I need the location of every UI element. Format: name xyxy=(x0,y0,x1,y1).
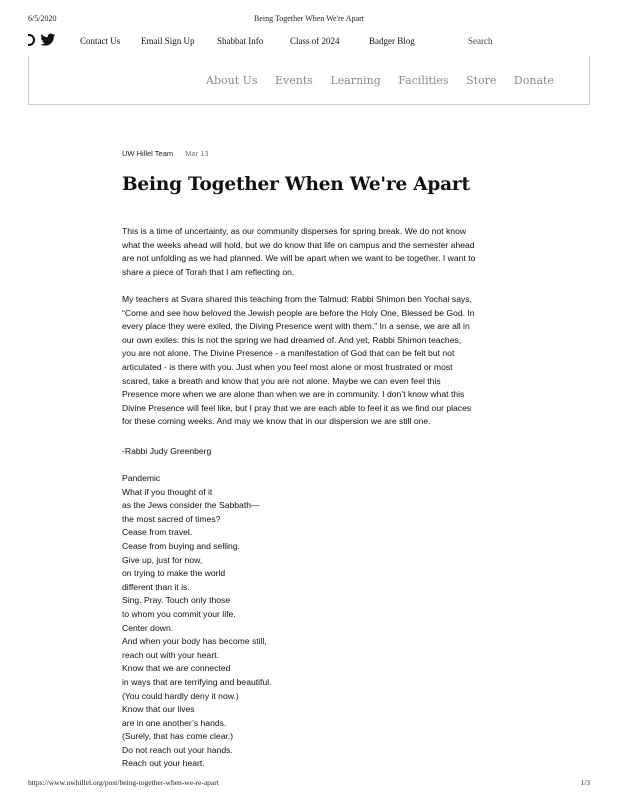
print-date: 6/5/2020 xyxy=(28,14,57,23)
nav-contact-us[interactable]: Contact Us xyxy=(80,36,121,46)
main-nav-events[interactable]: Events xyxy=(275,74,313,87)
text-line: our own exiles: this is not the spring we had dreamed of. And yet, Rabbi Shimon teaches, xyxy=(122,334,462,345)
text-line: “Come and see how beloved the Jewish people are before the Holy One, Blessed be God. In xyxy=(122,307,475,318)
print-header xyxy=(28,14,590,26)
text-line: Presence more when we are alone than when we are in community. I don’t know what this xyxy=(122,389,465,400)
post-signature: -Rabbi Judy Greenberg xyxy=(122,446,212,456)
text-line: for these coming weeks. And may we know that in our dispersion we are still one. xyxy=(122,416,431,427)
text-line: My teachers at Svara shared this teaching from the Talmud: Rabbi Shimon ben Yochai says, xyxy=(122,294,472,304)
print-footer xyxy=(28,778,590,788)
main-nav-learning[interactable]: Learning xyxy=(330,74,381,87)
text-line: This is a time of uncertainty, as our community disperses for spring break. We do not know xyxy=(122,226,467,236)
poem-line: Cease from travel. xyxy=(122,527,193,538)
poem-line: are in one another’s hands. xyxy=(122,717,227,728)
poem-line: Sing. Pray. Touch only those xyxy=(122,595,231,606)
text-line: articulated - is there with you. Just when you feel most alone or most frustrated or most xyxy=(122,361,453,372)
print-page-number: 1/3 xyxy=(580,778,590,787)
poem-line: (Surely, that has come clear.) xyxy=(122,731,234,742)
poem-line: Do not reach out your hands. xyxy=(122,744,233,755)
top-utility-bar xyxy=(28,32,590,52)
text-line: you are not alone. The Divine Presence - a manifestation of God that can be felt but not xyxy=(122,348,455,359)
twitter-icon[interactable] xyxy=(40,33,56,47)
poem-title: Pandemic xyxy=(122,473,161,483)
text-line: share a piece of Torah that I am reflecting on. xyxy=(122,266,295,277)
nav-shabbat-info[interactable]: Shabbat Info xyxy=(217,36,264,46)
text-line: scared, take a breath and know that you are not alone. Maybe we can even feel this xyxy=(122,375,441,386)
main-nav-about-us[interactable]: About Us xyxy=(206,74,258,87)
nav-badger-blog[interactable]: Badger Blog xyxy=(369,36,415,46)
poem-line: Cease from buying and selling. xyxy=(122,540,240,551)
poem-line: And when your body has become still, xyxy=(122,636,267,647)
search-input[interactable]: Search xyxy=(468,36,493,46)
poem-line: Know that our lives xyxy=(122,704,195,715)
post-paragraph-1 xyxy=(122,225,510,279)
poem-line: Center down. xyxy=(122,622,174,633)
nav-email-sign-up[interactable]: Email Sign Up xyxy=(141,36,195,46)
poem-line: the most sacred of times? xyxy=(122,513,221,524)
poem-line: as the Jews consider the Sabbath— xyxy=(122,500,260,511)
post-meta xyxy=(122,149,209,158)
main-nav-facilities[interactable]: Facilities xyxy=(398,74,449,87)
post-paragraph-2 xyxy=(122,293,510,429)
nav-class-of-2024[interactable]: Class of 2024 xyxy=(290,36,340,46)
instagram-icon[interactable] xyxy=(28,34,35,46)
poem-line: Give up, just for now, xyxy=(122,554,203,565)
poem-line: to whom you commit your life. xyxy=(122,608,236,619)
main-nav-donate[interactable]: Donate xyxy=(513,74,554,87)
poem xyxy=(122,472,272,771)
print-url: https://www.uwhillel.org/post/being-together-when-we-re-apart xyxy=(28,778,219,787)
poem-line: (You could hardly deny it now.) xyxy=(122,690,239,701)
print-title: Being Together When We're Apart xyxy=(254,14,364,23)
post-date: Mar 13 xyxy=(185,149,209,158)
main-nav xyxy=(206,74,568,87)
poem-line: Reach out your heart. xyxy=(122,758,205,769)
poem-line: reach out with your heart. xyxy=(122,649,219,660)
text-line: every place they were exiled, the Diving Presence went with them.” In a sense, we are all in xyxy=(122,321,470,332)
text-line: are not unfolding as we had planned. We will be apart when we want to be together. I want to xyxy=(122,253,476,264)
poem-line: What if you thought of it xyxy=(122,486,213,497)
main-nav-store[interactable]: Store xyxy=(466,74,497,87)
post-title: Being Together When We're Apart xyxy=(122,174,470,195)
text-line: Divine Presence will feel like, but I pray that we are each able to feel it as we find our places xyxy=(122,402,472,413)
poem-line: different than it is. xyxy=(122,581,190,592)
poem-line: on trying to make the world xyxy=(122,568,226,579)
post-author[interactable]: UW Hillel Team xyxy=(122,149,174,158)
poem-line: in ways that are terrifying and beautiful. xyxy=(122,676,272,687)
text-line: what the weeks ahead will hold, but we do know that life on campus and the semester ahead xyxy=(122,239,475,250)
poem-line: Know that we are connected xyxy=(122,663,231,674)
